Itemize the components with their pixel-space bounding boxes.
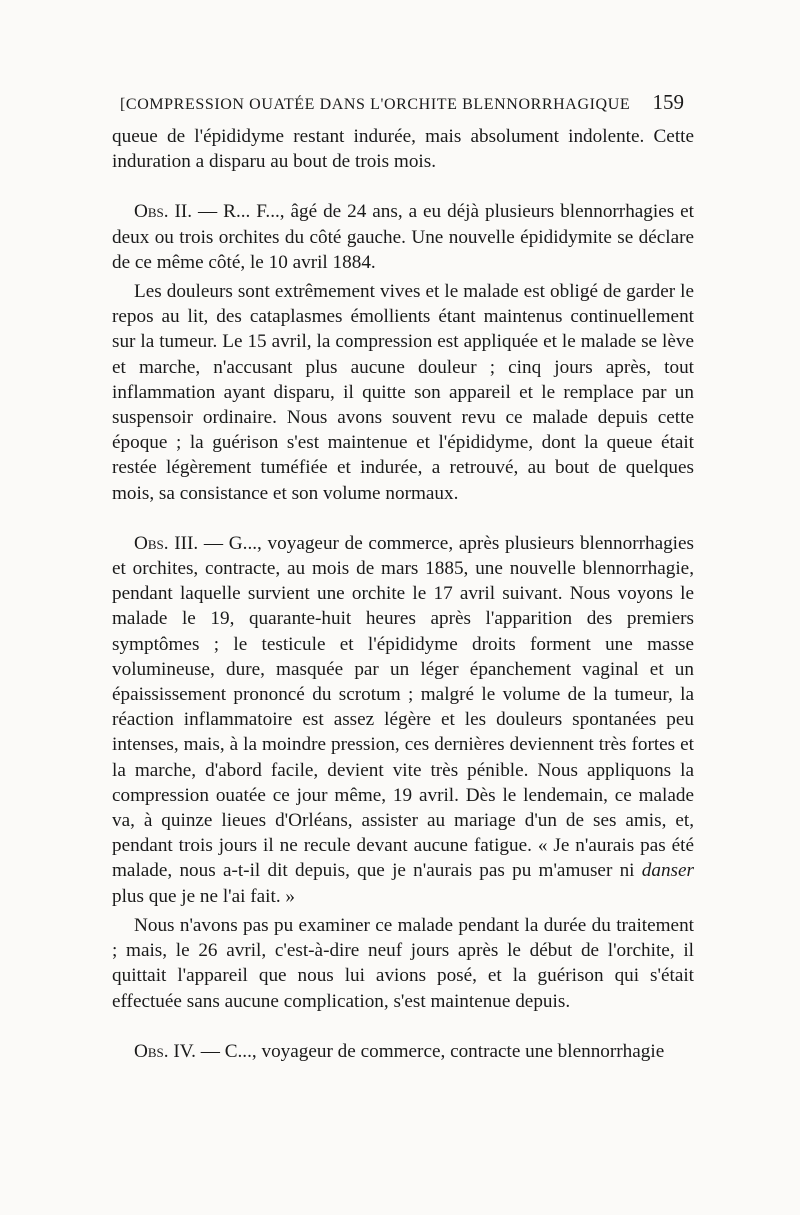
paragraph-observation-3-continued	[112, 913, 694, 1014]
observation-3	[112, 531, 694, 909]
paragraph-observation-2-continued	[112, 279, 694, 506]
paragraph-text: Nous n'avons pas pu examiner ce malade pendant la durée du traitement ; mais, le 26 avril, c'est-à-dire neuf jours après le début de l'orchite, il quittait l'appareil que nous lui avions posé, et la guérison qui s'était effectuée sans aucune complication, s'est maintenue depuis.	[112, 914, 694, 1012]
section-gap	[112, 1014, 694, 1039]
observation-2-label: Obs. II.	[134, 201, 193, 223]
document-page	[112, 88, 694, 1064]
observation-3-text-end: plus que je ne l'ai fait. »	[112, 885, 296, 907]
observation-3-label: Obs. III.	[134, 532, 199, 554]
section-gap	[112, 174, 694, 199]
observation-4	[112, 1039, 694, 1064]
observation-3-text: — G..., voyageur de commerce, après plusieurs blennorrhagies et orchites, contracte, au mois de mars 1885, une nouvelle blennorrhagie, pendant laquelle survient une orchite le 17 avril suivant. Nous voyons le malade le 19, quarante-huit heures après l'apparition des premiers symptômes ; le testicule et l'épididyme droits forment une masse volumineuse, dure, masquée par un léger épanchement vaginal et un épaississement prononcé du scrotum ; malgré le volume de la tumeur, la réaction inflammatoire est assez légère et les douleurs spontanées peu intenses, mais, à la moindre pression, ces dernières deviennent très fortes et la marche, d'abord facile, devient vite très pénible. Nous appliquons la compression ouatée ce jour même, 19 avril. Dès le lendemain, ce malade va, à quinze lieues d'Orléans, assister au mariage d'un de ses amis, et, pendant trois jours il ne recule devant aucune fatigue. « Je n'aurais pas été malade, nous a-t-il dit depuis, que je n'aurais pas pu m'amuser ni	[112, 532, 694, 882]
observation-4-label: Obs. IV.	[134, 1040, 196, 1062]
emphasized-word: danser	[641, 860, 694, 882]
section-gap	[112, 506, 694, 531]
page-number: 159	[652, 90, 684, 114]
running-header	[112, 88, 694, 124]
paragraph-continuation	[112, 124, 694, 174]
running-title: [COMPRESSION OUATÉE DANS L'ORCHITE BLENNORRHAGIQUE	[120, 96, 631, 113]
paragraph-text: Les douleurs sont extrêmement vives et le malade est obligé de garder le repos au lit, des cataplasmes émollients étant maintenus continuellement sur la tumeur. Le 15 avril, la compression est appliquée et le malade se lève et marche, n'accusant plus aucune douleur ; cinq jours après, tout inflammation ayant disparu, il quitte son appareil et le remplace par un suspensoir ordinaire. Nous avons souvent revu ce malade depuis cette époque ; la guérison s'est maintenue et l'épididyme, dont la queue était restée légèrement tuméfiée et indurée, a retrouvé, au bout de quelques mois, sa consistance et son volume normaux.	[112, 281, 694, 504]
observation-2	[112, 199, 694, 275]
observation-4-text: — C..., voyageur de commerce, contracte une blennorrhagie	[200, 1040, 665, 1062]
paragraph-text: queue de l'épididyme restant indurée, mais absolument indolente. Cette induration a disparu au bout de trois mois.	[112, 126, 694, 173]
observation-2-text: — R... F..., âgé de 24 ans, a eu déjà plusieurs blennorrhagies et deux ou trois orchites du côté gauche. Une nouvelle épididymite se déclare de ce même côté, le 10 avril 1884.	[112, 201, 694, 273]
